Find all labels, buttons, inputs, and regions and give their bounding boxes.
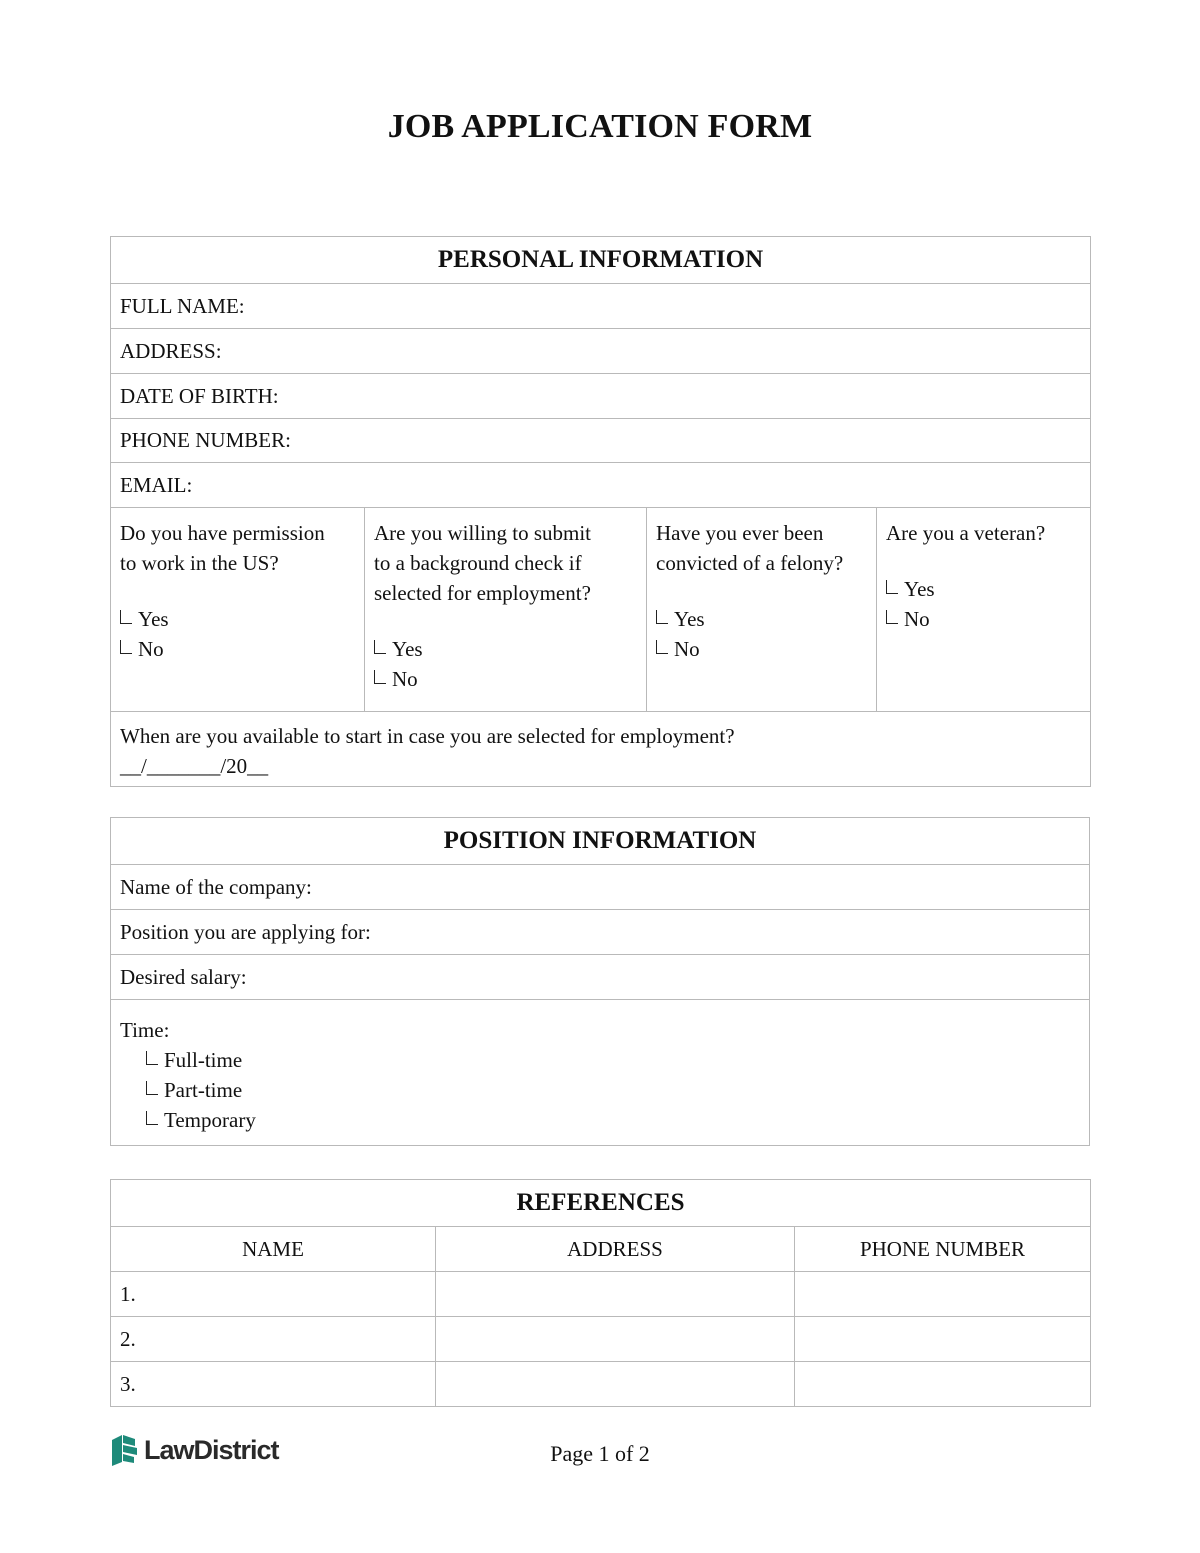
question-text: selected for employment? bbox=[374, 581, 591, 605]
checkbox-icon[interactable] bbox=[120, 610, 132, 624]
full-name-field[interactable]: FULL NAME: bbox=[111, 284, 1091, 329]
checkbox-icon[interactable] bbox=[374, 640, 386, 654]
date-of-birth-field[interactable]: DATE OF BIRTH: bbox=[111, 374, 1091, 419]
reference-address-cell[interactable] bbox=[436, 1317, 795, 1362]
logo-text: LawDistrict bbox=[144, 1434, 279, 1465]
reference-address-cell[interactable] bbox=[436, 1272, 795, 1317]
full-time-option[interactable] bbox=[120, 1045, 1080, 1075]
no-option[interactable] bbox=[374, 664, 637, 694]
column-header-phone: PHONE NUMBER bbox=[795, 1227, 1091, 1272]
question-text: Have you ever been bbox=[656, 521, 824, 545]
yes-option[interactable] bbox=[374, 634, 637, 664]
reference-name-cell[interactable]: 1. bbox=[111, 1272, 436, 1317]
yes-option[interactable] bbox=[120, 604, 355, 634]
felony-question bbox=[647, 508, 877, 712]
reference-address-cell[interactable] bbox=[436, 1362, 795, 1407]
yes-label: Yes bbox=[674, 607, 705, 631]
checkbox-icon[interactable] bbox=[886, 610, 898, 624]
desired-salary-field[interactable]: Desired salary: bbox=[111, 955, 1090, 1000]
checkbox-icon[interactable] bbox=[146, 1051, 158, 1065]
no-option[interactable] bbox=[656, 634, 867, 664]
column-header-name: NAME bbox=[111, 1227, 436, 1272]
yes-option[interactable] bbox=[656, 604, 867, 634]
time-label: Time: bbox=[120, 1018, 170, 1042]
phone-number-field[interactable]: PHONE NUMBER: bbox=[111, 419, 1091, 463]
option-label: Full-time bbox=[164, 1048, 243, 1072]
checkbox-icon[interactable] bbox=[146, 1111, 158, 1125]
no-label: No bbox=[904, 607, 930, 631]
address-field[interactable]: ADDRESS: bbox=[111, 329, 1091, 374]
reference-phone-cell[interactable] bbox=[795, 1317, 1091, 1362]
position-information-table bbox=[110, 817, 1090, 1146]
reference-phone-cell[interactable] bbox=[795, 1362, 1091, 1407]
column-header-address: ADDRESS bbox=[436, 1227, 795, 1272]
checkbox-icon[interactable] bbox=[120, 640, 132, 654]
availability-date-field[interactable]: __/_______/20__ bbox=[120, 754, 269, 778]
position-info-heading: POSITION INFORMATION bbox=[111, 818, 1090, 865]
background-check-question bbox=[365, 508, 647, 712]
availability-question: When are you available to start in case you are selected for employment? bbox=[120, 724, 735, 748]
personal-info-heading: PERSONAL INFORMATION bbox=[111, 237, 1091, 284]
question-text: Are you a veteran? bbox=[886, 521, 1046, 545]
position-applied-field[interactable]: Position you are applying for: bbox=[111, 910, 1090, 955]
question-text: to work in the US? bbox=[120, 551, 279, 575]
personal-information-table bbox=[110, 236, 1091, 787]
reference-phone-cell[interactable] bbox=[795, 1272, 1091, 1317]
availability-cell bbox=[111, 712, 1091, 787]
part-time-option[interactable] bbox=[120, 1075, 1080, 1105]
question-text: to a background check if bbox=[374, 551, 582, 575]
checkbox-icon[interactable] bbox=[656, 610, 668, 624]
work-permission-question bbox=[111, 508, 365, 712]
temporary-option[interactable] bbox=[120, 1105, 1080, 1135]
references-table bbox=[110, 1179, 1091, 1407]
time-cell bbox=[111, 1000, 1090, 1146]
email-field[interactable]: EMAIL: bbox=[111, 463, 1091, 508]
form-title: JOB APPLICATION FORM bbox=[387, 108, 813, 145]
page-number: Page 1 of 2 bbox=[550, 1441, 650, 1466]
yes-label: Yes bbox=[138, 607, 169, 631]
option-label: Temporary bbox=[164, 1108, 256, 1132]
checkbox-icon[interactable] bbox=[656, 640, 668, 654]
question-text: Do you have permission bbox=[120, 521, 325, 545]
checkbox-icon[interactable] bbox=[374, 670, 386, 684]
question-text: Are you willing to submit bbox=[374, 521, 591, 545]
option-label: Part-time bbox=[164, 1078, 243, 1102]
veteran-question bbox=[877, 508, 1091, 712]
question-text: convicted of a felony? bbox=[656, 551, 844, 575]
yes-label: Yes bbox=[392, 637, 423, 661]
reference-name-cell[interactable]: 3. bbox=[111, 1362, 436, 1407]
references-heading: REFERENCES bbox=[111, 1180, 1091, 1227]
checkbox-icon[interactable] bbox=[146, 1081, 158, 1095]
checkbox-icon[interactable] bbox=[886, 580, 898, 594]
no-label: No bbox=[674, 637, 700, 661]
no-option[interactable] bbox=[120, 634, 355, 664]
no-label: No bbox=[392, 667, 418, 691]
no-label: No bbox=[138, 637, 164, 661]
yes-label: Yes bbox=[904, 577, 935, 601]
no-option[interactable] bbox=[886, 604, 1081, 634]
yes-option[interactable] bbox=[886, 574, 1081, 604]
reference-name-cell[interactable]: 2. bbox=[111, 1317, 436, 1362]
company-name-field[interactable]: Name of the company: bbox=[111, 865, 1090, 910]
